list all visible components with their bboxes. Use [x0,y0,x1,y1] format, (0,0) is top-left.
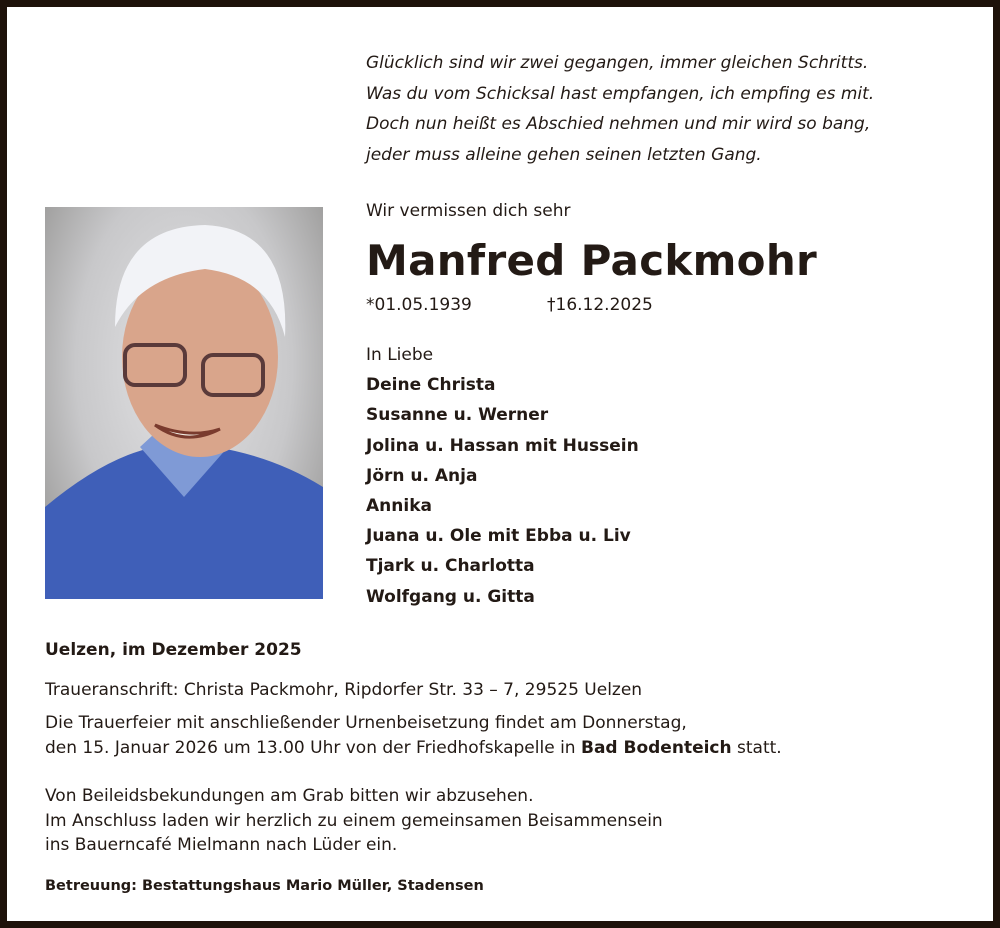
note-line: Von Beileidsbekundungen am Grab bitten wir abzusehen. [45,786,534,806]
mourners-intro: In Liebe [366,345,434,365]
mourner: Tjark u. Charlotta [366,556,535,577]
intro-text: Wir vermissen dich sehr [366,201,571,221]
poem [366,48,874,170]
portrait-photo [45,207,323,599]
note-line: ins Bauerncafé Mielmann nach Lüder ein. [45,835,398,855]
note-line: Im Anschluss laden wir herzlich zu einem gemeinsamen Beisammensein [45,810,663,831]
poem-line: Doch nun heißt es Abschied nehmen und mir wird so bang, [366,114,871,134]
ceremony-info [45,711,782,760]
mourner: Jolina u. Hassan mit Hussein [366,435,639,456]
mourner: Deine Christa [366,375,496,396]
mourner: Susanne u. Werner [366,405,549,426]
poem-line: Was du vom Schicksal hast empfangen, ich empfing es mit. [366,83,875,104]
birth-date: *01.05.1939 [366,295,472,315]
place-date: Uelzen, im Dezember 2025 [45,640,302,660]
mourner: Juana u. Ole mit Ebba u. Liv [366,526,631,547]
ceremony-line: Die Trauerfeier mit anschließender Urnenbeisetzung findet am Donnerstag, [45,713,687,733]
ceremony-text: den 15. Januar 2026 um 13.00 Uhr von der Friedhofskapelle in [45,737,581,758]
mourning-address: Traueranschrift: Christa Packmohr, Ripdorfer Str. 33 – 7, 29525 Uelzen [45,680,643,700]
poem-line: jeder muss alleine gehen seinen letzten Gang. [366,144,762,165]
deceased-name: Manfred Packmohr [366,236,818,285]
undertaker: Betreuung: Bestattungshaus Mario Müller, Stadensen [45,878,484,894]
mourners-list [366,340,639,612]
death-date: †16.12.2025 [547,295,653,315]
poem-line: Glücklich sind wir zwei gegangen, immer gleichen Schritts. [366,53,869,73]
ceremony-text: statt. [731,737,782,758]
mourner: Annika [366,496,432,517]
notes [45,784,663,858]
ceremony-line [45,736,782,761]
mourner: Jörn u. Anja [366,465,478,486]
ceremony-location: Bad Bodenteich [580,737,732,758]
mourner: Wolfgang u. Gitta [366,586,535,607]
